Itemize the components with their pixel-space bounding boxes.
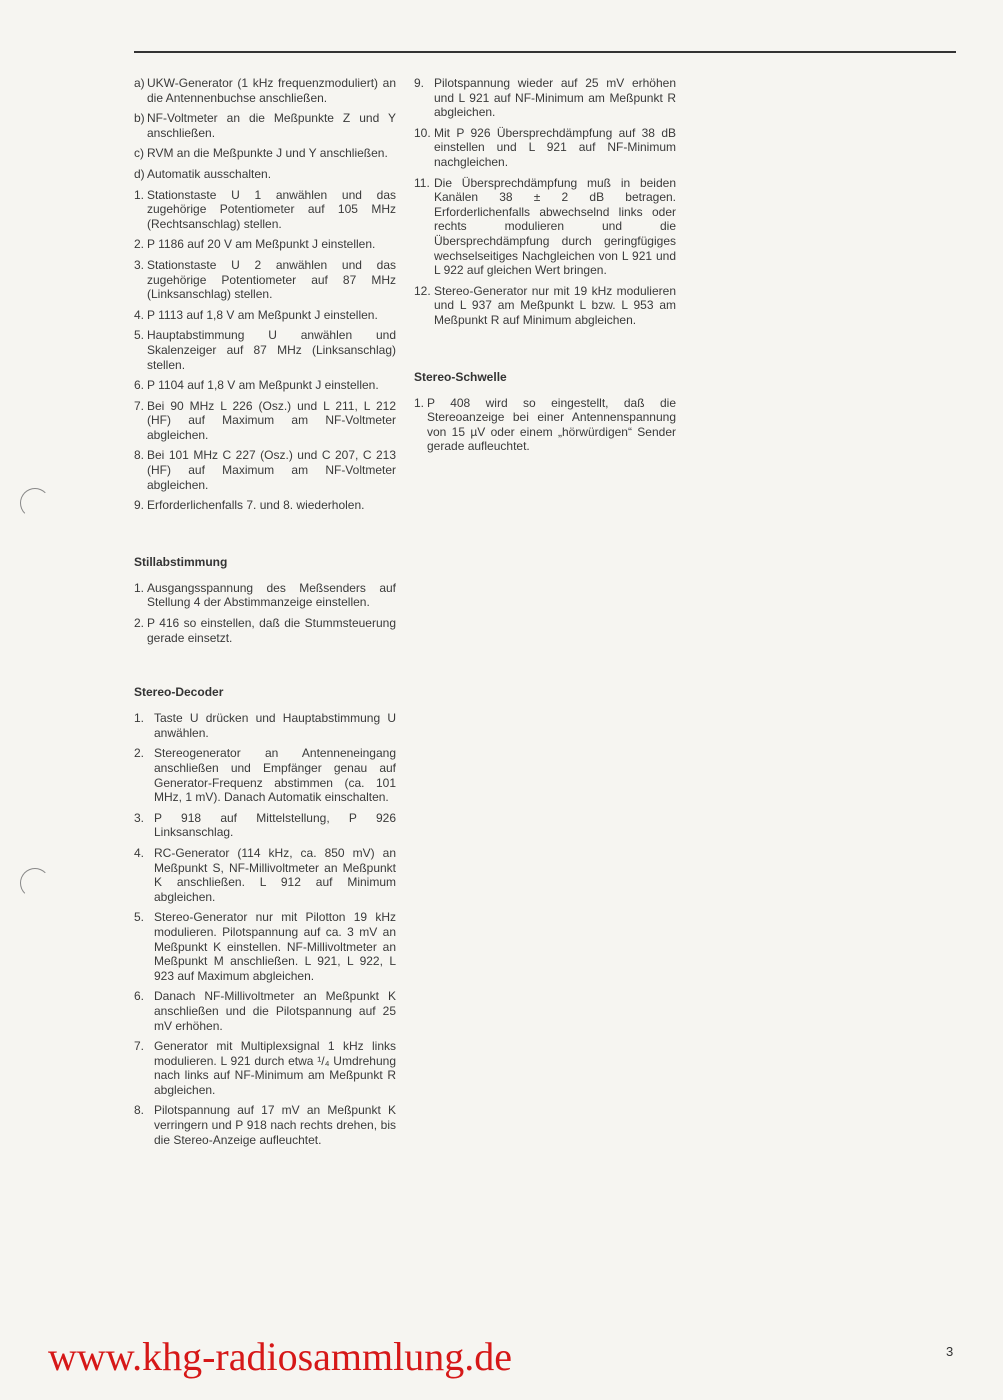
item-text: NF-Voltmeter an die Meßpunkte Z und Y anschließen. xyxy=(147,111,396,140)
item-text: Generator mit Multiplexsignal 1 kHz links modulieren. L 921 durch etwa ¹/₄ Umdrehung nach links auf NF-Minimum am Meßpunkt R abgleichen. xyxy=(154,1039,396,1097)
item-text: Erforderlichenfalls 7. und 8. wiederholen. xyxy=(147,498,365,513)
list-item xyxy=(134,378,396,393)
item-number: 2. xyxy=(134,237,145,252)
item-number: 7. xyxy=(134,1039,145,1054)
list-item xyxy=(414,126,676,170)
item-text: Automatik ausschalten. xyxy=(147,166,272,181)
item-text: Pilotspannung auf 17 mV an Meßpunkt K verringern und P 918 nach rechts drehen, bis die Stereo-Anzeige aufleuchtet. xyxy=(154,1103,396,1147)
list-item xyxy=(134,258,396,302)
decoder-list xyxy=(134,711,396,1147)
list-item xyxy=(414,76,676,120)
item-text: Bei 101 MHz C 227 (Osz.) und C 207, C 213 (HF) auf Maximum am NF-Voltmeter abgleichen. xyxy=(147,448,396,492)
item-text: P 1104 auf 1,8 V am Meßpunkt J einstellen. xyxy=(147,378,379,393)
list-item xyxy=(134,111,396,140)
schwelle-list xyxy=(414,396,676,454)
page-number: 3 xyxy=(946,1344,954,1359)
list-item xyxy=(134,910,396,983)
list-item xyxy=(134,711,396,740)
watermark-url: www.khg-radiosammlung.de xyxy=(48,1334,512,1379)
item-text: Bei 90 MHz L 226 (Osz.) und L 211, L 212 (HF) auf Maximum am NF-Voltmeter abgleichen. xyxy=(147,398,396,442)
section-heading-stereo-decoder: Stereo-Decoder xyxy=(134,685,224,700)
item-text: Stationstaste U 2 anwählen und das zugehörige Potentiometer auf 87 MHz (Linksanschlag) stellen. xyxy=(147,257,396,302)
item-text: Stereogenerator an Antenneneingang anschließen und Empfänger genau auf Generator-Frequenz abstimmen (ca. 101 MHz, 1 mV). Danach Automatik einschalten. xyxy=(154,746,396,805)
setup-list xyxy=(134,76,396,182)
alignment-steps-list xyxy=(134,188,396,513)
list-item xyxy=(134,167,396,182)
list-item xyxy=(414,396,676,454)
item-text: Pilotspannung wieder auf 25 mV erhöhen und L 921 auf NF-Minimum am Meßpunkt R abgleichen. xyxy=(434,76,676,120)
list-item xyxy=(134,989,396,1033)
item-number: 8. xyxy=(134,1103,145,1118)
list-item xyxy=(134,188,396,232)
decoder-continued-list xyxy=(414,76,676,328)
list-item xyxy=(134,399,396,443)
list-item xyxy=(414,176,676,278)
section-heading-stillabstimmung: Stillabstimmung xyxy=(134,554,228,569)
list-item xyxy=(134,146,396,161)
item-number: 2. xyxy=(134,616,145,631)
list-item xyxy=(134,746,396,804)
item-text: Danach NF-Millivoltmeter an Meßpunkt K anschließen und die Pilotspannung auf 25 mV erhöhen. xyxy=(154,989,396,1033)
punch-hole-mark xyxy=(20,488,50,518)
item-number: a) xyxy=(134,76,145,90)
item-number: 4. xyxy=(134,845,145,860)
still-list xyxy=(134,581,396,645)
item-text: Hauptabstimmung U anwählen und Skalenzeiger auf 87 MHz (Linksanschlag) stellen. xyxy=(147,328,396,372)
list-item xyxy=(134,811,396,840)
item-number: c) xyxy=(134,146,144,161)
item-number: b) xyxy=(134,111,145,126)
right-column xyxy=(414,76,676,460)
list-item xyxy=(134,846,396,904)
item-number: 10. xyxy=(414,125,431,140)
item-number: 5. xyxy=(134,910,145,925)
item-number: 1. xyxy=(134,187,145,202)
item-number: 2. xyxy=(134,746,145,761)
item-text: Stereo-Generator nur mit Pilotton 19 kHz modulieren. Pilotspannung auf ca. 3 mV an Meßpunkt K einstellen. NF-Millivoltmeter an Meßpunkt M anschließen. L 921, L 922, L 923 auf Maximum abgleichen. xyxy=(154,910,396,983)
top-rule xyxy=(134,51,956,53)
item-text: P 918 auf Mittelstellung, P 926 Linksanschlag. xyxy=(154,810,396,840)
item-number: 3. xyxy=(134,257,145,272)
list-item xyxy=(134,498,396,513)
item-number: 12. xyxy=(414,283,431,298)
list-item xyxy=(134,581,396,610)
left-column xyxy=(134,76,396,1153)
item-number: 6. xyxy=(134,378,145,393)
item-number: 5. xyxy=(134,328,145,343)
list-item xyxy=(414,284,676,328)
item-number: 1. xyxy=(134,711,145,726)
item-number: 11. xyxy=(414,175,430,190)
item-number: 4. xyxy=(134,307,145,322)
item-number: 6. xyxy=(134,989,145,1004)
item-text: Die Übersprechdämpfung muß in beiden Kanälen 38 ± 2 dB betragen. Erforderlichenfalls abwechselnd links oder rechts modulieren und die Übersprechdämpfung durch geringfügiges wechselseitiges Nachgleichen von L 921 und L 922 auf gleichen Wert bringen. xyxy=(434,175,676,278)
item-number: 8. xyxy=(134,448,145,463)
list-item xyxy=(134,76,396,105)
item-text: P 1186 auf 20 V am Meßpunkt J einstellen. xyxy=(147,237,376,252)
item-text: Mit P 926 Übersprechdämpfung auf 38 dB einstellen und L 921 auf NF-Minimum nachgleichen. xyxy=(434,125,676,169)
item-number: 9. xyxy=(414,76,425,90)
item-text: P 416 so einstellen, daß die Stummsteuerung gerade einsetzt. xyxy=(147,616,396,645)
list-item xyxy=(134,328,396,372)
list-item xyxy=(134,1103,396,1147)
item-text: P 408 wird so eingestellt, daß die Stereoanzeige bei einer Antennenspannung von 15 µV oder einem „hörwürdigen“ Sender gerade aufleuchtet. xyxy=(427,395,676,454)
list-item xyxy=(134,616,396,645)
item-number: 7. xyxy=(134,398,145,413)
item-text: Stationstaste U 1 anwählen und das zugehörige Potentiometer auf 105 MHz (Rechtsanschlag) stellen. xyxy=(147,187,396,231)
list-item xyxy=(134,448,396,492)
punch-hole-mark xyxy=(20,868,50,898)
item-number: d) xyxy=(134,166,145,181)
list-item xyxy=(134,237,396,252)
item-text: Taste U drücken und Hauptabstimmung U anwählen. xyxy=(154,711,396,740)
item-text: Ausgangsspannung des Meßsenders auf Stellung 4 der Abstimmanzeige einstellen. xyxy=(147,580,396,610)
item-number: 1. xyxy=(414,395,425,410)
item-number: 1. xyxy=(134,580,145,595)
item-text: RC-Generator (114 kHz, ca. 850 mV) an Meßpunkt S, NF-Millivoltmeter an Meßpunkt K anschließen. L 912 auf Minimum abgleichen. xyxy=(154,845,396,904)
item-number: 3. xyxy=(134,810,145,825)
item-number: 9. xyxy=(134,498,145,513)
item-text: UKW-Generator (1 kHz frequenzmoduliert) an die Antennenbuchse anschließen. xyxy=(147,76,396,105)
section-heading-stereo-schwelle: Stereo-Schwelle xyxy=(414,369,507,384)
item-text: Stereo-Generator nur mit 19 kHz modulieren und L 937 am Meßpunkt L bzw. L 953 am Meßpunkt R auf Minimum abgleichen. xyxy=(434,283,676,327)
item-text: RVM an die Meßpunkte J und Y anschließen. xyxy=(147,146,388,161)
list-item xyxy=(134,1039,396,1097)
list-item xyxy=(134,308,396,323)
item-text: P 1113 auf 1,8 V am Meßpunkt J einstellen. xyxy=(147,307,378,322)
